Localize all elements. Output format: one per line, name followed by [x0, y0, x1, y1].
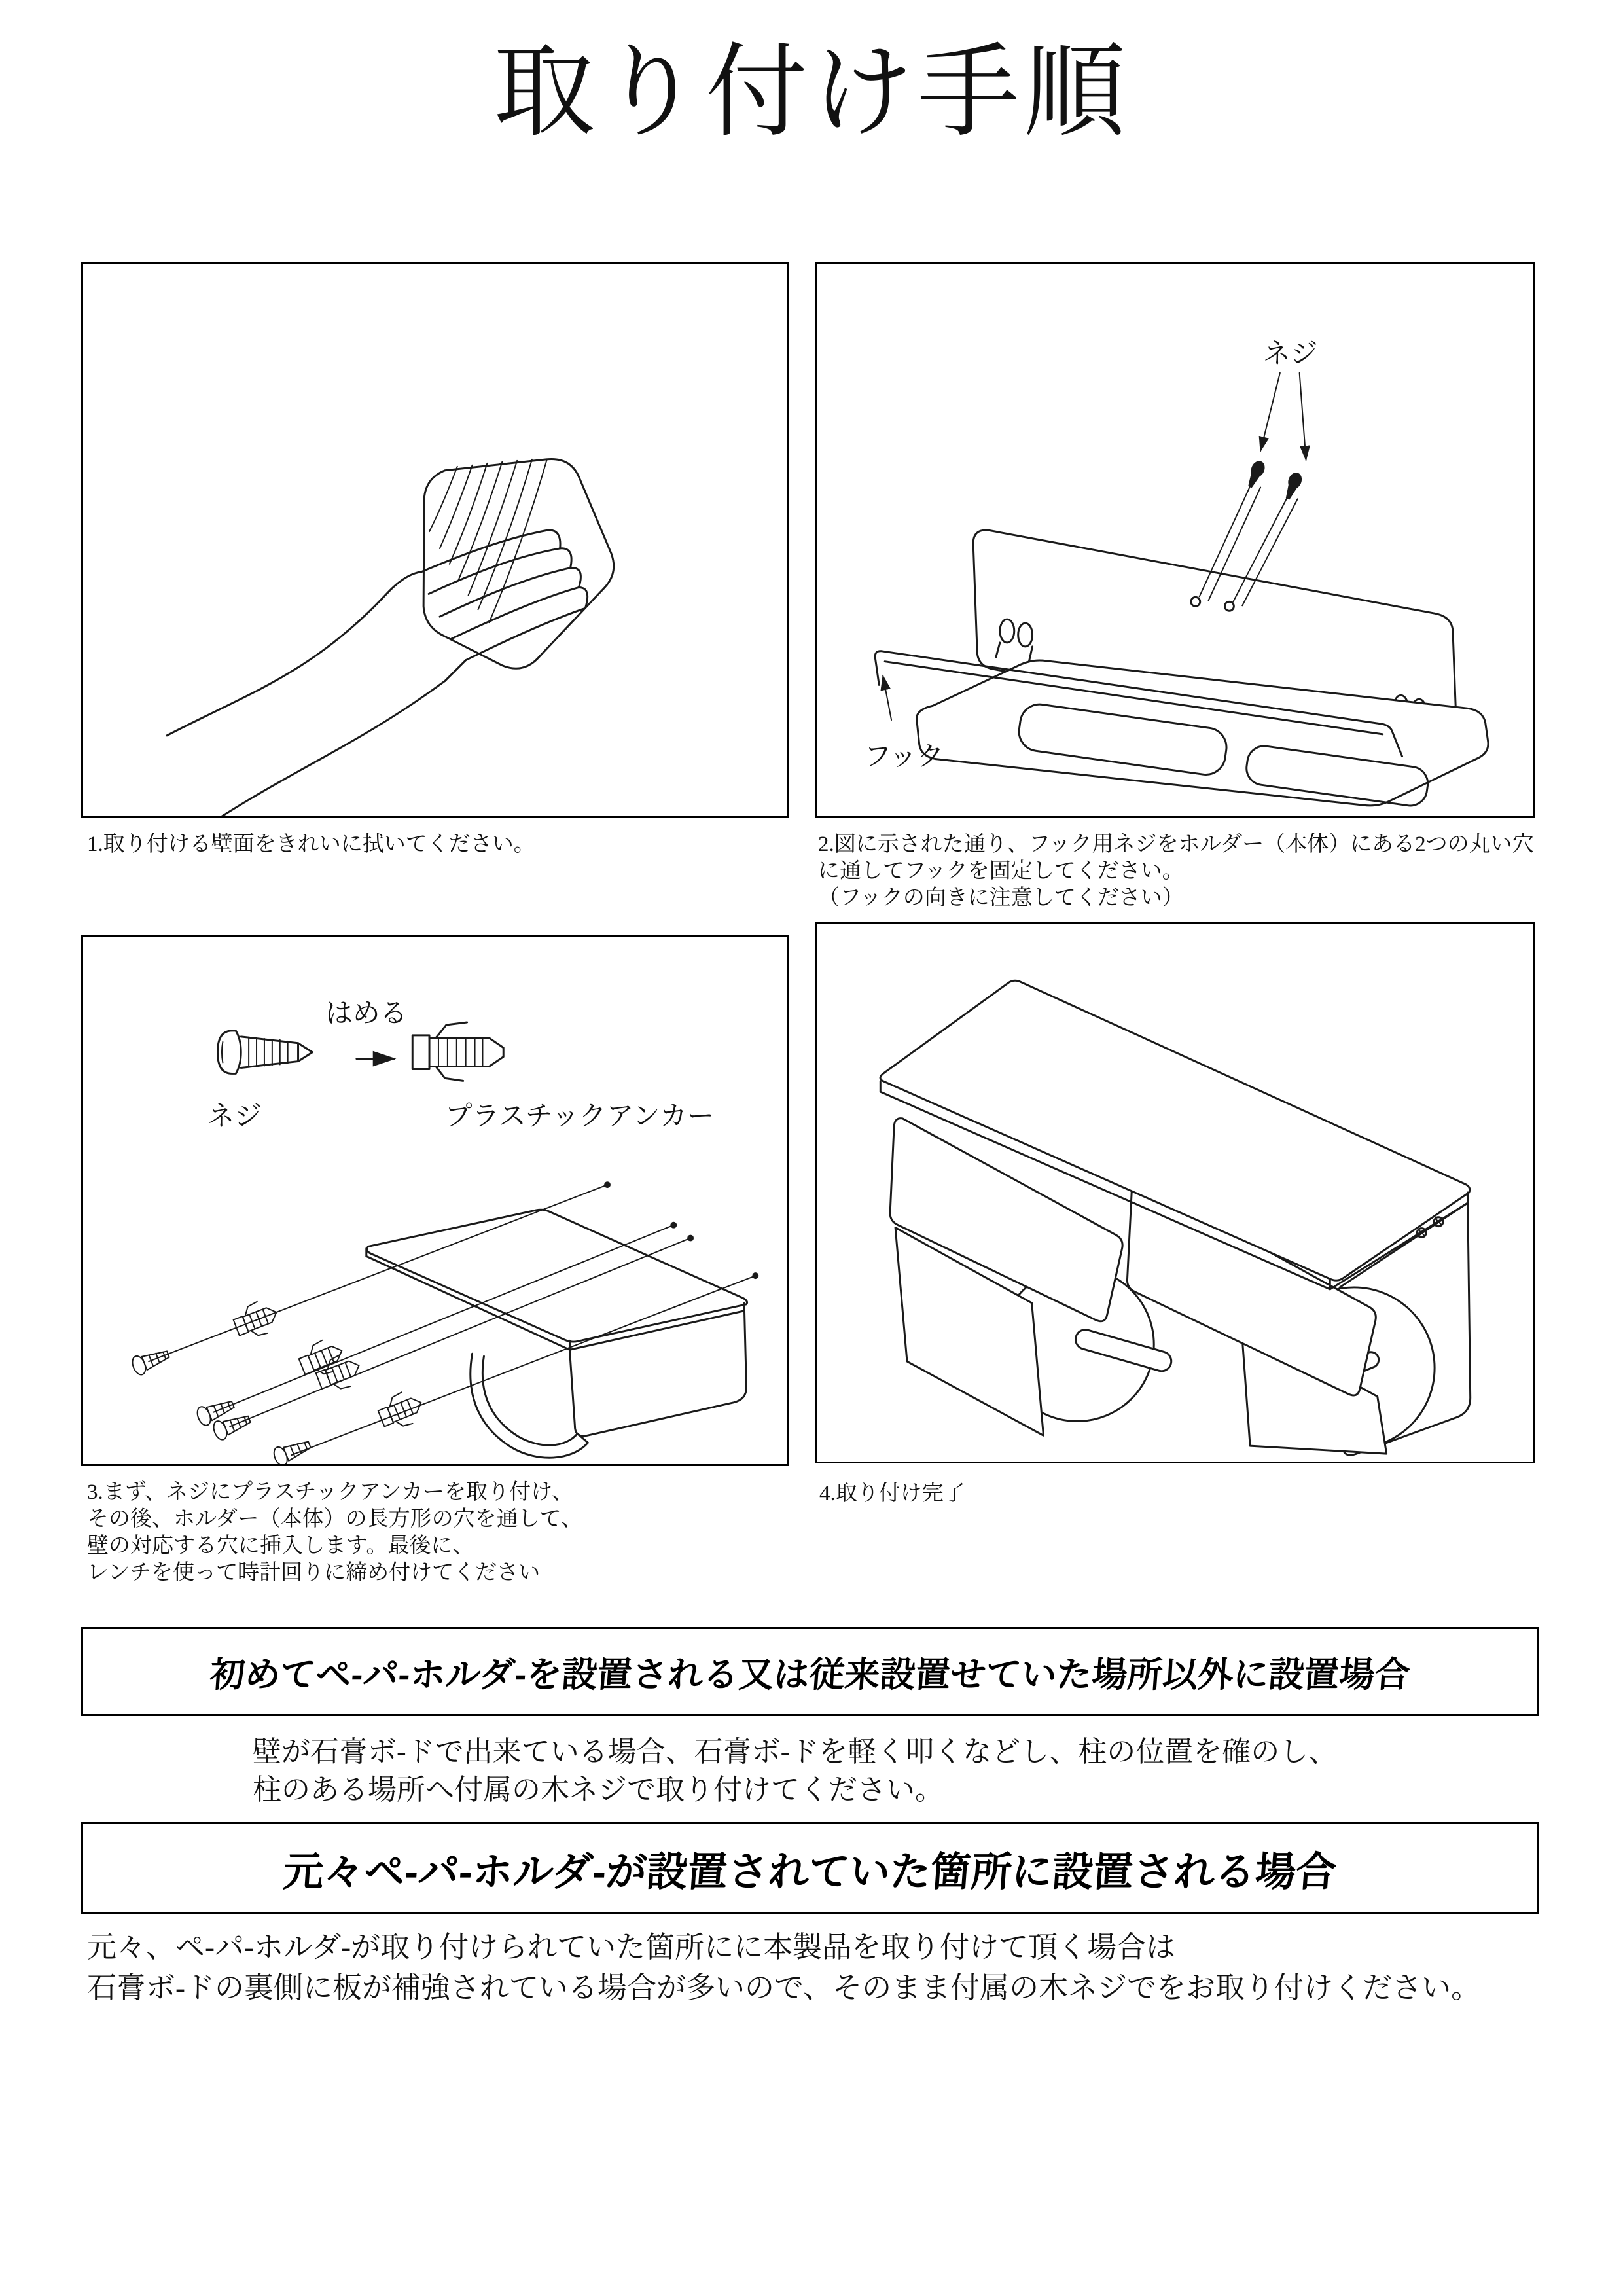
hook-screw-assembly-illustration	[817, 264, 1533, 816]
screw-pointer-arrow	[1260, 373, 1280, 451]
step1-figure-box	[81, 262, 789, 818]
step3-figure-box	[81, 935, 789, 1466]
caption-line: レンチを使って時計回りに締め付けてください	[87, 1561, 541, 1585]
step4-figure-box	[815, 922, 1535, 1463]
plastic-anchor	[375, 1387, 427, 1433]
screw-side-view	[217, 1031, 312, 1074]
screw	[1244, 459, 1268, 490]
wall-pin	[687, 1235, 694, 1242]
caption-line: 4.取り付け完了	[819, 1482, 965, 1505]
screw-label: ネジ	[1263, 338, 1318, 369]
plastic-anchor	[296, 1335, 348, 1382]
caption-line: 2.図に示された通り、フック用ネジをホルダー（本体）にある2つの丸い穴	[818, 833, 1534, 856]
step2-figure-box	[815, 262, 1535, 818]
caption-line: その後、ホルダー（本体）の長方形の穴を通して、	[87, 1507, 583, 1531]
wall-pin	[604, 1181, 611, 1188]
step2-caption	[818, 831, 1534, 912]
holder-plate-exploded	[366, 1210, 747, 1458]
anchor-label: プラスチックアンカー	[444, 1101, 715, 1132]
wall-pin	[752, 1272, 758, 1279]
caption-line: 1.取り付ける壁面をきれいに拭いてください。	[87, 833, 535, 856]
section1-heading: 初めてペ-パ-ホルダ-を設置される又は従来設置せていた場所以外に設置場合	[208, 1655, 1412, 1695]
finished-holder-illustration	[817, 924, 1533, 1462]
body-line: 元々、ペ-パ-ホルダ-が取り付けられていた箇所にに本製品を取り付けて頂く場合は	[87, 1931, 1176, 1964]
arm-drawing	[167, 572, 466, 816]
body-line: 石膏ボ-ドの裏側に板が補強されている場合が多いので、そのまま付属の木ネジでをお取り付けください。	[87, 1971, 1481, 2004]
section1-body	[253, 1733, 1337, 1809]
page-title: 取り付け手順	[493, 36, 1130, 149]
step4-caption	[819, 1480, 965, 1507]
caption-line: 3.まず、ネジにプラスチックアンカーを取り付け、	[87, 1480, 573, 1504]
screw	[130, 1345, 171, 1376]
fit-label: はめる	[325, 999, 408, 1030]
hand-wiping-wall-illustration	[83, 264, 787, 816]
hook-pointer-arrow	[883, 676, 891, 721]
section2-body	[87, 1927, 1480, 2008]
plastic-anchor-drawing	[412, 1022, 503, 1081]
body-line: 壁が石膏ボ-ドで出来ている場合、石膏ボ-ドを軽く叩くなどし、柱の位置を確のし、	[253, 1736, 1338, 1768]
wall-pin	[670, 1222, 677, 1229]
assembly-guide-lines	[149, 1185, 755, 1455]
screw	[1281, 471, 1304, 501]
step3-caption	[87, 1479, 582, 1587]
step1-caption	[87, 831, 535, 858]
screw	[272, 1435, 313, 1464]
hook-label: フック	[864, 742, 944, 772]
section2-heading: 元々ペ-パ-ホルダ-が設置されていた箇所に設置される場合	[281, 1849, 1338, 1895]
caption-line: 壁の対応する穴に挿入します。最後に、	[87, 1534, 474, 1558]
section2-heading-box	[81, 1822, 1539, 1914]
hand-fingers-drawing	[421, 530, 588, 660]
sponge-drawing	[423, 459, 614, 668]
caption-line: に通してフックを固定してください。	[818, 859, 1184, 883]
screw-pointer-arrow	[1300, 373, 1306, 460]
screw-label: ネジ	[207, 1101, 262, 1132]
body-line: 柱のある場所へ付属の木ネジで取り付けてください。	[253, 1774, 944, 1806]
section1-heading-box	[81, 1627, 1539, 1716]
caption-line: （フックの向きに注意してください）	[818, 886, 1184, 910]
anchor-installation-illustration	[83, 937, 787, 1464]
